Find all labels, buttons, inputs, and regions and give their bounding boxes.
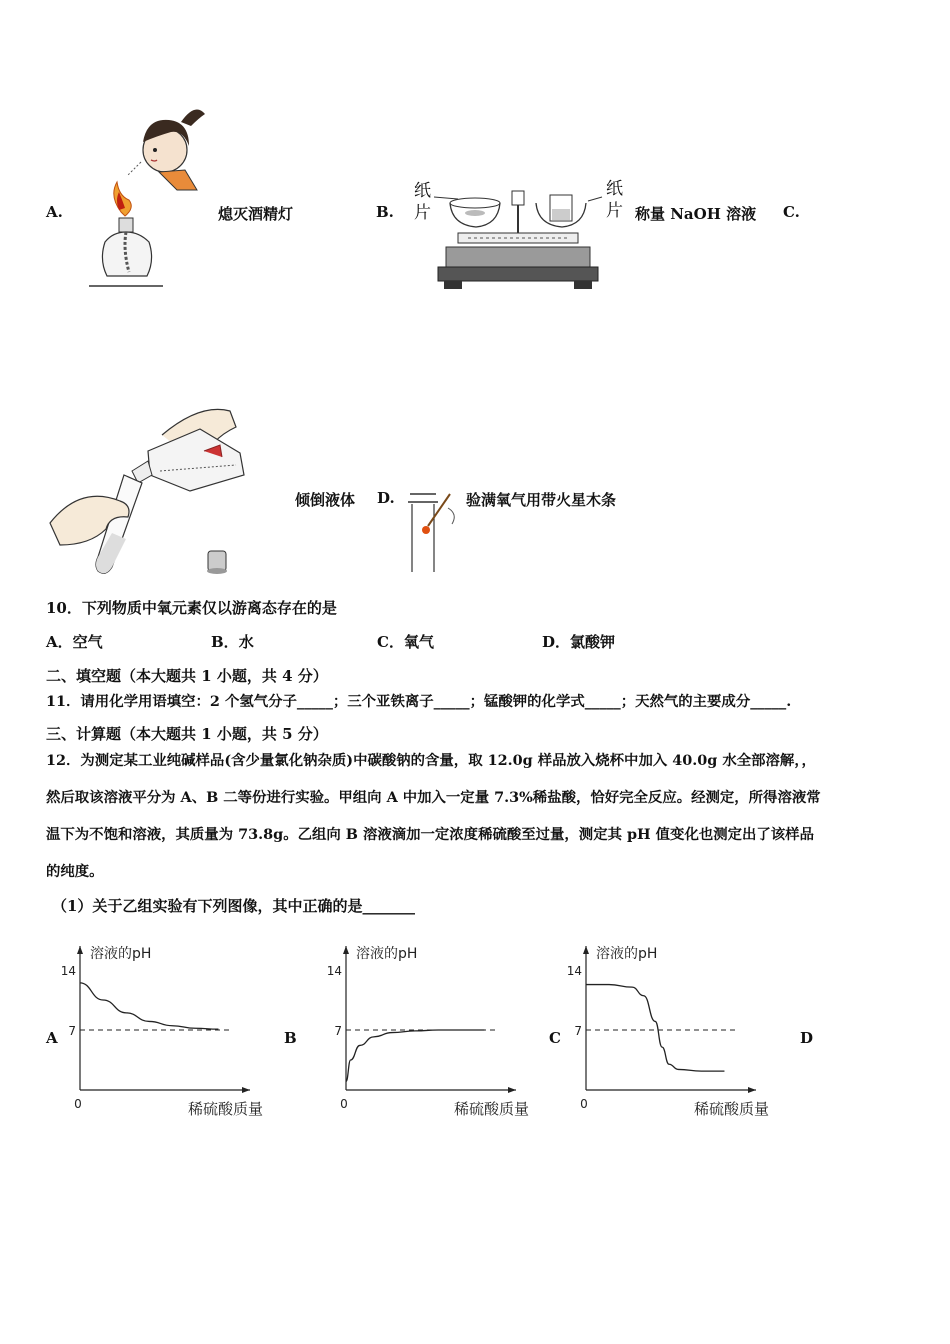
oxygen-check-illustration — [402, 488, 466, 578]
q12-line-2: 然后取该溶液平分为 A、B 二等份进行实验。甲组向 A 中加入一定量 7.3%稀盐酸，恰好完全反应。经测定，所得溶液常 — [46, 789, 821, 806]
option-c-caption: 倾倒液体 — [295, 491, 356, 509]
x-axis-arrow — [242, 1087, 250, 1093]
paper-label-right: 纸片 — [606, 179, 623, 221]
q11-text: 11．请用化学用语填空：2 个氢气分子_____；三个亚铁离子_____；锰酸钾的化学式_____；天然气的主要成分_____. — [46, 693, 792, 710]
ph-chart-c — [566, 940, 786, 1120]
paper-label-left: 纸片 — [414, 181, 431, 223]
chart-b-letter: B — [284, 1029, 297, 1047]
x-axis-arrow — [508, 1087, 516, 1093]
y-tick-14: 14 — [566, 964, 582, 978]
y-tick-7: 7 — [574, 1024, 582, 1038]
chart-a-letter: A — [46, 1029, 58, 1047]
y-axis-arrow — [343, 946, 349, 954]
x-axis-label: 稀硫酸质量 — [454, 1100, 530, 1118]
option-d-caption: 验满氧气用带火星木条 — [466, 491, 617, 509]
section-3-heading: 三、计算题（本大题共 1 小题，共 5 分） — [46, 725, 328, 743]
ph-chart-b — [326, 940, 546, 1120]
x-axis-arrow — [748, 1087, 756, 1093]
y-axis-label: 溶液的pH — [90, 946, 152, 962]
q12-line-4: 的纯度。 — [46, 863, 104, 880]
balance-illustration — [438, 185, 598, 295]
ph-curve — [80, 983, 218, 1029]
q12-sub-question-1: （1）关于乙组实验有下列图像，其中正确的是_______ — [52, 897, 415, 915]
chart-d-letter: D — [800, 1029, 814, 1047]
q10-stem: 10．下列物质中氧元素仅以游离态存在的是 — [46, 599, 337, 617]
q10-option-c: C．氧气 — [377, 633, 434, 651]
option-c-letter: C. — [783, 203, 800, 221]
option-d-letter: D. — [377, 489, 395, 507]
option-b-caption: 称量 NaOH 溶液 — [635, 205, 757, 223]
pouring-liquid-illustration — [50, 405, 250, 580]
y-axis-arrow — [77, 946, 83, 954]
ph-curve — [586, 985, 724, 1072]
y-axis-label: 溶液的pH — [356, 946, 418, 962]
y-tick-7: 7 — [68, 1024, 76, 1038]
origin-label: 0 — [74, 1097, 82, 1111]
q10-option-a: A．空气 — [46, 633, 103, 651]
origin-label: 0 — [340, 1097, 348, 1111]
section-2-heading: 二、填空题（本大题共 1 小题，共 4 分） — [46, 667, 328, 685]
y-axis-label: 溶液的pH — [596, 946, 658, 962]
ph-curve — [346, 1030, 484, 1081]
q12-line-3: 温下为不饱和溶液，其质量为 73.8g。乙组向 B 溶液滴加一定浓度稀硫酸至过量，测定其 pH 值变化也测定出了该样品 — [46, 826, 814, 843]
chart-c-letter: C — [549, 1029, 561, 1047]
q10-option-d: D．氯酸钾 — [542, 633, 616, 651]
option-a-caption: 熄灭酒精灯 — [218, 205, 294, 223]
option-b-letter: B. — [376, 203, 394, 221]
ph-chart-a — [60, 940, 280, 1120]
y-tick-14: 14 — [60, 964, 76, 978]
y-axis-arrow — [583, 946, 589, 954]
option-a-letter: A. — [46, 203, 63, 221]
x-axis-label: 稀硫酸质量 — [694, 1100, 770, 1118]
y-tick-14: 14 — [326, 964, 342, 978]
blow-out-lamp-illustration — [85, 100, 210, 290]
origin-label: 0 — [580, 1097, 588, 1111]
q10-option-b: B．水 — [211, 633, 254, 651]
y-tick-7: 7 — [334, 1024, 342, 1038]
x-axis-label: 稀硫酸质量 — [188, 1100, 264, 1118]
q12-line-1: 12．为测定某工业纯碱样品(含少量氯化钠杂质)中碳酸钠的含量，取 12.0g 样品放入烧杯中加入 40.0g 水全部溶解，， — [46, 752, 816, 769]
